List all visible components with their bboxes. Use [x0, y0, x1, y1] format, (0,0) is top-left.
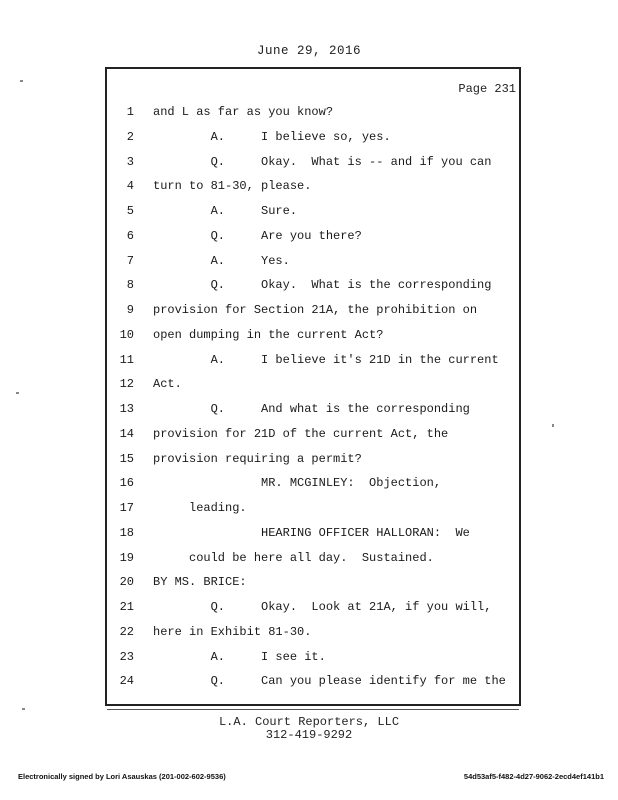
- transcript-line: [0, 372, 618, 397]
- line-number: 1: [126, 105, 134, 119]
- line-text: open dumping in the current Act?: [153, 327, 384, 342]
- line-number: 20: [119, 575, 134, 590]
- line-number: 13: [119, 402, 134, 416]
- transcript-line: [0, 174, 618, 199]
- line-text: turn to 81-30, please.: [153, 179, 312, 194]
- line-text: provision for 21D of the current Act, the: [153, 426, 449, 441]
- scan-speck: [16, 392, 19, 394]
- line-number: 6: [126, 228, 134, 243]
- line-text: could be here all day. Sustained.: [153, 550, 434, 565]
- transcript-line: [0, 447, 618, 472]
- line-text: Q. Okay. What is -- and if you can: [153, 154, 492, 169]
- transcript-line: [0, 521, 618, 546]
- line-number: 11: [119, 352, 134, 367]
- line-number: 2: [126, 129, 134, 144]
- reporter-phone: 312-419-9292: [265, 728, 353, 742]
- line-number: 18: [119, 525, 134, 540]
- line-text: here in Exhibit 81-30.: [153, 624, 312, 639]
- transcript-line: [0, 224, 618, 249]
- transcript-line: [0, 546, 618, 571]
- transcript-line: [0, 645, 618, 670]
- transcript-line: [0, 273, 618, 298]
- page-number: Page 231: [458, 82, 516, 96]
- line-text: A. Sure.: [153, 204, 298, 218]
- line-text: Q. Are you there?: [153, 228, 362, 243]
- scan-speck: [552, 424, 554, 427]
- line-number: 22: [119, 624, 134, 639]
- line-number: 10: [119, 327, 134, 342]
- reporter-company: L.A. Court Reporters, LLC: [218, 715, 400, 729]
- footer: [0, 716, 618, 742]
- document-id: 54d53af5-f482-4d27-9062-2ecd4ef141b1: [463, 772, 604, 781]
- transcript-date: June 29, 2016: [256, 44, 362, 58]
- line-number: 21: [119, 600, 134, 614]
- transcript-line: [0, 397, 618, 422]
- line-number: 5: [126, 204, 134, 218]
- transcript-line: [0, 620, 618, 645]
- line-text: and L as far as you know?: [153, 105, 334, 119]
- transcript-line: [0, 125, 618, 150]
- line-text: A. I believe so, yes.: [153, 129, 391, 144]
- line-text: Q. Can you please identify for me the: [153, 674, 506, 689]
- line-text: A. Yes.: [153, 253, 290, 268]
- line-number: 12: [119, 377, 134, 392]
- line-number: 4: [126, 179, 134, 194]
- line-text: A. I believe it's 21D in the current: [153, 352, 499, 367]
- line-number: 14: [119, 426, 134, 441]
- line-text: Q. And what is the corresponding: [153, 402, 470, 416]
- electronic-signature: Electronically signed by Lori Asauskas (201-002-602-9536): [18, 772, 226, 781]
- line-number: 15: [119, 451, 134, 466]
- transcript-line: [0, 471, 618, 496]
- transcript-line: [0, 348, 618, 373]
- line-text: BY MS. BRICE:: [153, 575, 247, 590]
- line-text: provision for Section 21A, the prohibition on: [153, 303, 478, 317]
- transcript-line: [0, 100, 618, 125]
- line-text: MR. MCGINLEY: Objection,: [153, 476, 442, 491]
- line-number: 16: [119, 476, 134, 491]
- scan-speck: [20, 80, 23, 82]
- transcript-line: [0, 595, 618, 620]
- transcript-line: [0, 496, 618, 521]
- line-number: 17: [119, 501, 134, 515]
- scan-speck: [22, 708, 25, 710]
- line-text: Q. Okay. What is the corresponding: [153, 278, 492, 293]
- transcript-line: [0, 323, 618, 348]
- line-number: 19: [119, 550, 134, 565]
- line-text: leading.: [153, 501, 247, 515]
- transcript-line: [0, 249, 618, 274]
- transcript-line: [0, 422, 618, 447]
- transcript-line: [0, 570, 618, 595]
- line-number: 23: [119, 649, 134, 664]
- line-number: 9: [126, 303, 134, 317]
- line-text: provision requiring a permit?: [153, 451, 362, 466]
- transcript-line: [0, 150, 618, 175]
- line-number: 7: [126, 253, 134, 268]
- line-text: HEARING OFFICER HALLORAN: We: [153, 525, 470, 540]
- transcript-line: [0, 669, 618, 694]
- line-text: Act.: [153, 377, 182, 392]
- line-number: 3: [126, 154, 134, 169]
- line-text: A. I see it.: [153, 649, 326, 664]
- transcript-line: [0, 199, 618, 224]
- transcript-line: [0, 298, 618, 323]
- line-number: 24: [119, 674, 134, 689]
- line-number: 8: [126, 278, 134, 293]
- line-text: Q. Okay. Look at 21A, if you will,: [153, 600, 492, 614]
